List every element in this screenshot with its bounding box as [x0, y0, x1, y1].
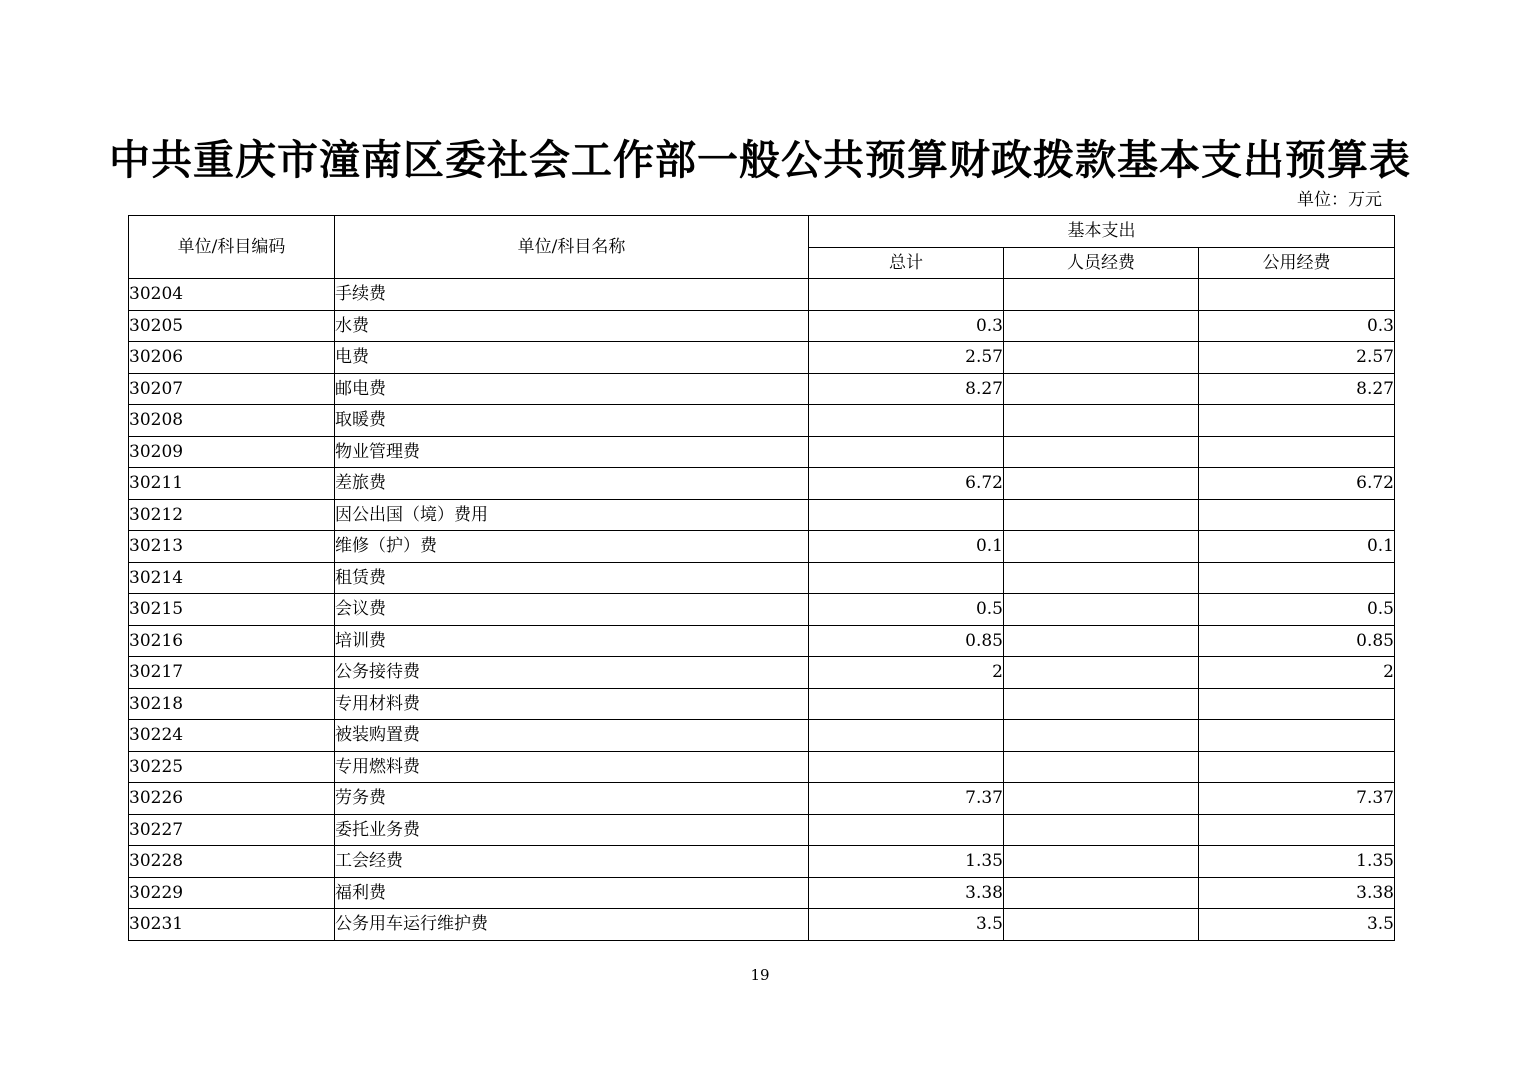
cell-personnel [1004, 625, 1199, 657]
cell-total: 0.1 [809, 531, 1004, 563]
cell-personnel [1004, 594, 1199, 626]
cell-name: 专用材料费 [335, 688, 809, 720]
unit-label: 单位：万元 [1297, 190, 1382, 210]
cell-code: 30226 [129, 783, 335, 815]
cell-public: 3.5 [1199, 909, 1395, 941]
cell-total [809, 436, 1004, 468]
table-row [129, 405, 1395, 437]
cell-public: 0.1 [1199, 531, 1395, 563]
cell-name: 因公出国（境）费用 [335, 499, 809, 531]
cell-code: 30229 [129, 877, 335, 909]
cell-code: 30225 [129, 751, 335, 783]
cell-name: 租赁费 [335, 562, 809, 594]
cell-code: 30214 [129, 562, 335, 594]
cell-personnel [1004, 720, 1199, 752]
cell-personnel [1004, 751, 1199, 783]
cell-total: 2 [809, 657, 1004, 689]
cell-code: 30211 [129, 468, 335, 500]
cell-name: 维修（护）费 [335, 531, 809, 563]
cell-public: 0.85 [1199, 625, 1395, 657]
cell-code: 30218 [129, 688, 335, 720]
table-row [129, 720, 1395, 752]
cell-code: 30227 [129, 814, 335, 846]
cell-personnel [1004, 783, 1199, 815]
cell-name: 取暖费 [335, 405, 809, 437]
cell-personnel [1004, 436, 1199, 468]
cell-name: 差旅费 [335, 468, 809, 500]
cell-name: 被装购置费 [335, 720, 809, 752]
cell-public [1199, 279, 1395, 311]
cell-personnel [1004, 657, 1199, 689]
table-row [129, 783, 1395, 815]
cell-total: 0.3 [809, 310, 1004, 342]
cell-name: 劳务费 [335, 783, 809, 815]
cell-public [1199, 499, 1395, 531]
cell-public [1199, 751, 1395, 783]
table-row [129, 625, 1395, 657]
cell-total [809, 405, 1004, 437]
cell-personnel [1004, 909, 1199, 941]
cell-name: 物业管理费 [335, 436, 809, 468]
cell-public: 6.72 [1199, 468, 1395, 500]
cell-name: 工会经费 [335, 846, 809, 878]
cell-public: 2.57 [1199, 342, 1395, 374]
table-row [129, 877, 1395, 909]
cell-public: 8.27 [1199, 373, 1395, 405]
cell-total [809, 279, 1004, 311]
header-code: 单位/科目编码 [129, 216, 335, 279]
table-row [129, 436, 1395, 468]
cell-name: 福利费 [335, 877, 809, 909]
cell-code: 30212 [129, 499, 335, 531]
cell-personnel [1004, 279, 1199, 311]
cell-total [809, 562, 1004, 594]
table-row [129, 562, 1395, 594]
cell-name: 邮电费 [335, 373, 809, 405]
cell-total [809, 688, 1004, 720]
cell-code: 30228 [129, 846, 335, 878]
table-header [129, 216, 1395, 279]
table-row [129, 342, 1395, 374]
cell-total: 3.38 [809, 877, 1004, 909]
cell-name: 水费 [335, 310, 809, 342]
cell-code: 30217 [129, 657, 335, 689]
cell-total: 0.5 [809, 594, 1004, 626]
cell-public [1199, 720, 1395, 752]
cell-total [809, 720, 1004, 752]
cell-name: 会议费 [335, 594, 809, 626]
cell-total: 0.85 [809, 625, 1004, 657]
cell-code: 30206 [129, 342, 335, 374]
table-row [129, 909, 1395, 941]
cell-public: 1.35 [1199, 846, 1395, 878]
cell-public: 2 [1199, 657, 1395, 689]
cell-total [809, 751, 1004, 783]
cell-name: 电费 [335, 342, 809, 374]
table-row [129, 657, 1395, 689]
table-row [129, 846, 1395, 878]
cell-total: 8.27 [809, 373, 1004, 405]
cell-name: 委托业务费 [335, 814, 809, 846]
table-row [129, 594, 1395, 626]
cell-public: 0.3 [1199, 310, 1395, 342]
cell-code: 30209 [129, 436, 335, 468]
cell-code: 30208 [129, 405, 335, 437]
cell-total: 6.72 [809, 468, 1004, 500]
cell-personnel [1004, 342, 1199, 374]
table-row [129, 468, 1395, 500]
cell-total [809, 499, 1004, 531]
table-row [129, 531, 1395, 563]
cell-name: 培训费 [335, 625, 809, 657]
cell-name: 手续费 [335, 279, 809, 311]
table-row [129, 373, 1395, 405]
cell-public [1199, 436, 1395, 468]
page-number: 19 [750, 966, 770, 984]
cell-name: 公务接待费 [335, 657, 809, 689]
cell-public: 0.5 [1199, 594, 1395, 626]
cell-personnel [1004, 877, 1199, 909]
header-name: 单位/科目名称 [335, 216, 809, 279]
cell-public: 7.37 [1199, 783, 1395, 815]
cell-personnel [1004, 846, 1199, 878]
cell-code: 30213 [129, 531, 335, 563]
cell-personnel [1004, 531, 1199, 563]
cell-code: 30204 [129, 279, 335, 311]
cell-total: 2.57 [809, 342, 1004, 374]
cell-public [1199, 562, 1395, 594]
cell-code: 30231 [129, 909, 335, 941]
table-row [129, 688, 1395, 720]
cell-code: 30224 [129, 720, 335, 752]
cell-total: 1.35 [809, 846, 1004, 878]
cell-personnel [1004, 310, 1199, 342]
header-public: 公用经费 [1199, 247, 1395, 279]
cell-public [1199, 688, 1395, 720]
table-body [129, 279, 1395, 941]
table-row [129, 751, 1395, 783]
header-total: 总计 [809, 247, 1004, 279]
cell-personnel [1004, 468, 1199, 500]
cell-personnel [1004, 499, 1199, 531]
cell-personnel [1004, 688, 1199, 720]
cell-personnel [1004, 373, 1199, 405]
table-row [129, 310, 1395, 342]
cell-code: 30205 [129, 310, 335, 342]
header-personnel: 人员经费 [1004, 247, 1199, 279]
cell-public [1199, 405, 1395, 437]
cell-personnel [1004, 814, 1199, 846]
table-row [129, 499, 1395, 531]
cell-total: 7.37 [809, 783, 1004, 815]
header-basic-expenditure: 基本支出 [809, 216, 1395, 248]
cell-name: 公务用车运行维护费 [335, 909, 809, 941]
cell-code: 30216 [129, 625, 335, 657]
cell-public [1199, 814, 1395, 846]
cell-code: 30215 [129, 594, 335, 626]
cell-personnel [1004, 405, 1199, 437]
cell-code: 30207 [129, 373, 335, 405]
table-row [129, 814, 1395, 846]
cell-name: 专用燃料费 [335, 751, 809, 783]
cell-personnel [1004, 562, 1199, 594]
cell-total [809, 814, 1004, 846]
budget-table [128, 215, 1395, 941]
page-title: 中共重庆市潼南区委社会工作部一般公共预算财政拨款基本支出预算表 [109, 136, 1411, 184]
cell-total: 3.5 [809, 909, 1004, 941]
cell-public: 3.38 [1199, 877, 1395, 909]
table-row [129, 279, 1395, 311]
